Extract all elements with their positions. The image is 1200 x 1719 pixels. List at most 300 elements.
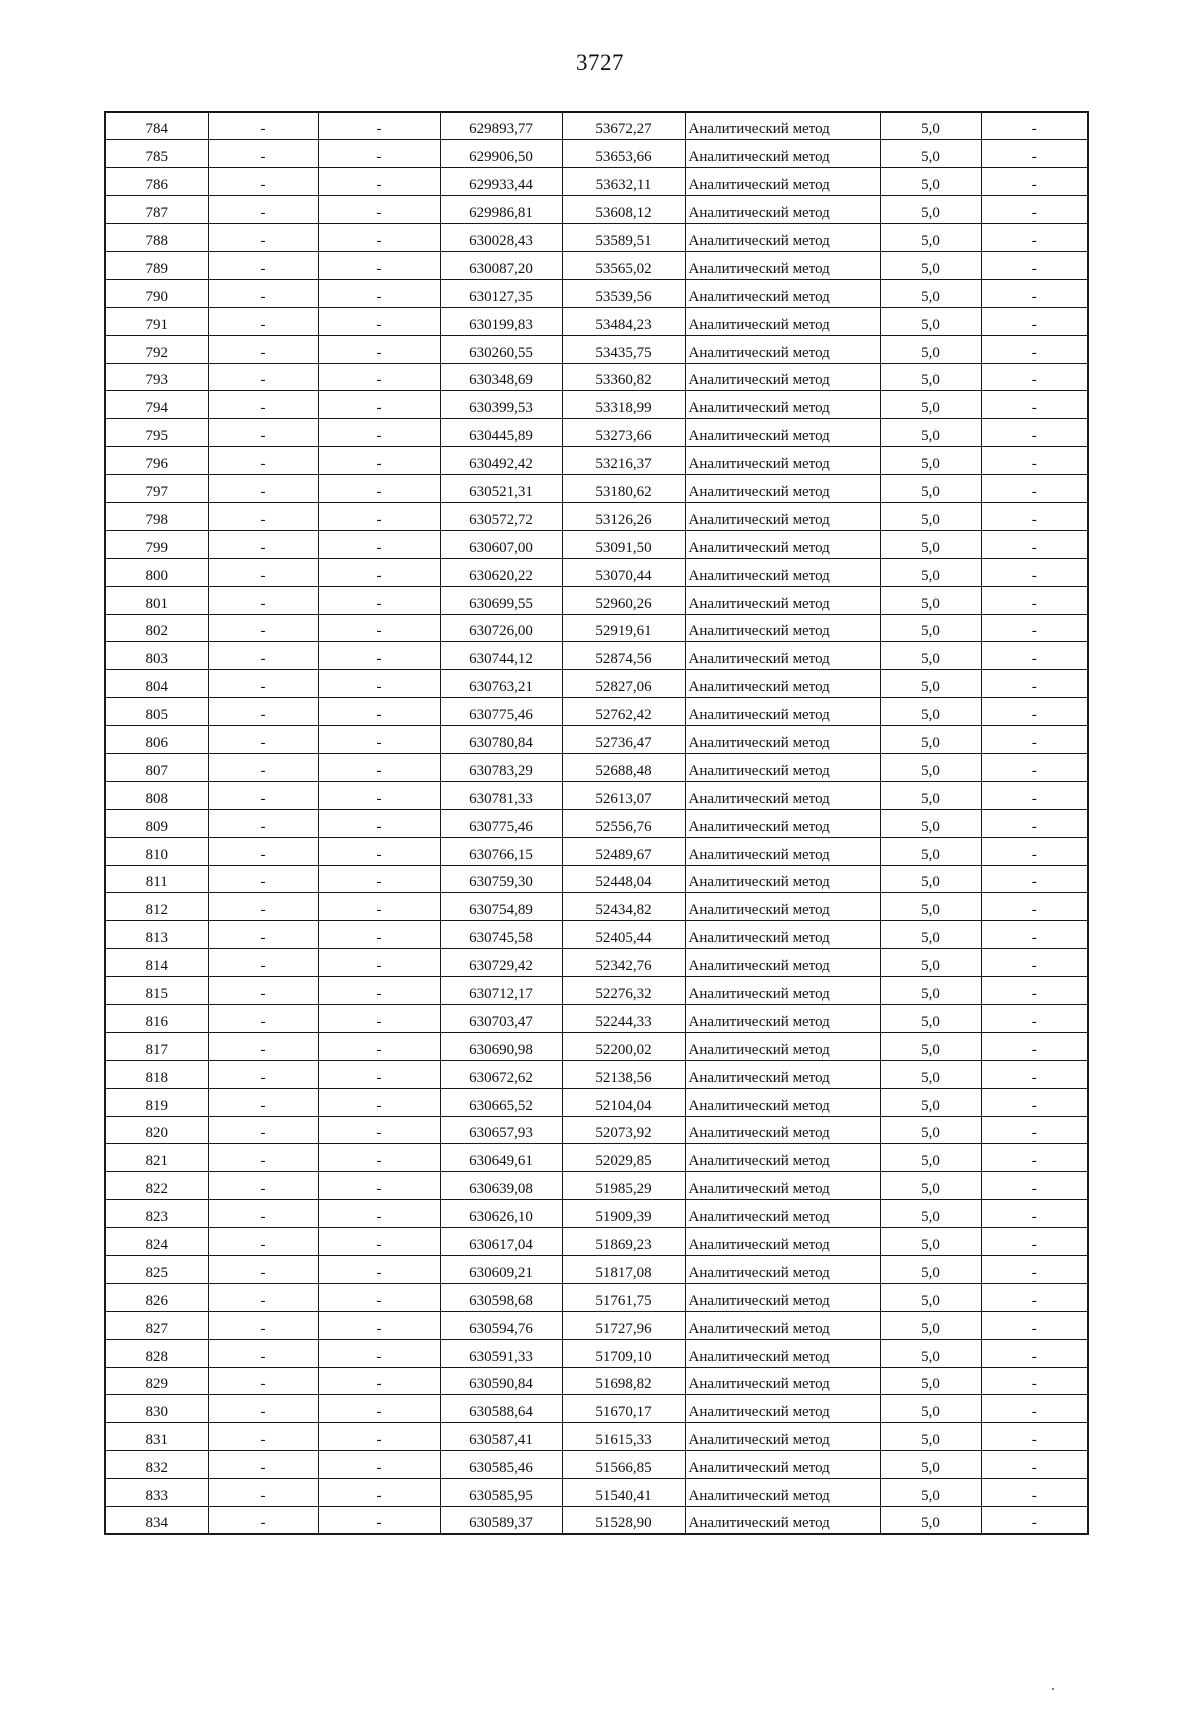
y-coordinate-cell: 52138,56 xyxy=(562,1060,685,1088)
x-coordinate-cell: 630028,43 xyxy=(440,224,562,252)
table-row xyxy=(105,530,1088,558)
point-number-cell: 801 xyxy=(105,586,208,614)
point-number-cell: 814 xyxy=(105,949,208,977)
method-cell: Аналитический метод xyxy=(685,112,880,140)
method-cell: Аналитический метод xyxy=(685,1507,880,1535)
col8-cell: - xyxy=(981,502,1088,530)
x-coordinate-cell: 629906,50 xyxy=(440,140,562,168)
table-row xyxy=(105,753,1088,781)
accuracy-cell: 5,0 xyxy=(880,1367,981,1395)
accuracy-cell: 5,0 xyxy=(880,1311,981,1339)
y-coordinate-cell: 52556,76 xyxy=(562,809,685,837)
y-coordinate-cell: 53589,51 xyxy=(562,224,685,252)
x-coordinate-cell: 630620,22 xyxy=(440,558,562,586)
col2-cell: - xyxy=(208,140,318,168)
method-cell: Аналитический метод xyxy=(685,809,880,837)
col3-cell: - xyxy=(318,1005,440,1033)
x-coordinate-cell: 630492,42 xyxy=(440,447,562,475)
method-cell: Аналитический метод xyxy=(685,1088,880,1116)
col2-cell: - xyxy=(208,307,318,335)
point-number-cell: 834 xyxy=(105,1507,208,1535)
col3-cell: - xyxy=(318,949,440,977)
point-number-cell: 804 xyxy=(105,670,208,698)
table-row xyxy=(105,1479,1088,1507)
point-number-cell: 816 xyxy=(105,1005,208,1033)
accuracy-cell: 5,0 xyxy=(880,949,981,977)
method-cell: Аналитический метод xyxy=(685,698,880,726)
x-coordinate-cell: 630726,00 xyxy=(440,614,562,642)
x-coordinate-cell: 630585,46 xyxy=(440,1451,562,1479)
y-coordinate-cell: 52405,44 xyxy=(562,921,685,949)
x-coordinate-cell: 630127,35 xyxy=(440,279,562,307)
col3-cell: - xyxy=(318,335,440,363)
y-coordinate-cell: 51566,85 xyxy=(562,1451,685,1479)
col3-cell: - xyxy=(318,1423,440,1451)
x-coordinate-cell: 630639,08 xyxy=(440,1172,562,1200)
method-cell: Аналитический метод xyxy=(685,921,880,949)
col8-cell: - xyxy=(981,921,1088,949)
table-row xyxy=(105,1032,1088,1060)
y-coordinate-cell: 51540,41 xyxy=(562,1479,685,1507)
x-coordinate-cell: 630588,64 xyxy=(440,1395,562,1423)
point-number-cell: 808 xyxy=(105,781,208,809)
x-coordinate-cell: 630521,31 xyxy=(440,475,562,503)
point-number-cell: 796 xyxy=(105,447,208,475)
table-row xyxy=(105,251,1088,279)
x-coordinate-cell: 630399,53 xyxy=(440,391,562,419)
x-coordinate-cell: 630759,30 xyxy=(440,865,562,893)
method-cell: Аналитический метод xyxy=(685,1172,880,1200)
y-coordinate-cell: 51869,23 xyxy=(562,1228,685,1256)
col2-cell: - xyxy=(208,251,318,279)
col8-cell: - xyxy=(981,781,1088,809)
col3-cell: - xyxy=(318,977,440,1005)
accuracy-cell: 5,0 xyxy=(880,168,981,196)
col8-cell: - xyxy=(981,698,1088,726)
table-row xyxy=(105,447,1088,475)
col8-cell: - xyxy=(981,837,1088,865)
x-coordinate-cell: 630587,41 xyxy=(440,1423,562,1451)
point-number-cell: 798 xyxy=(105,502,208,530)
accuracy-cell: 5,0 xyxy=(880,224,981,252)
accuracy-cell: 5,0 xyxy=(880,1395,981,1423)
col3-cell: - xyxy=(318,447,440,475)
col2-cell: - xyxy=(208,949,318,977)
point-number-cell: 820 xyxy=(105,1116,208,1144)
x-coordinate-cell: 630781,33 xyxy=(440,781,562,809)
col2-cell: - xyxy=(208,781,318,809)
x-coordinate-cell: 630783,29 xyxy=(440,753,562,781)
y-coordinate-cell: 51709,10 xyxy=(562,1339,685,1367)
y-coordinate-cell: 53608,12 xyxy=(562,196,685,224)
x-coordinate-cell: 630745,58 xyxy=(440,921,562,949)
accuracy-cell: 5,0 xyxy=(880,753,981,781)
col8-cell: - xyxy=(981,335,1088,363)
table-row xyxy=(105,893,1088,921)
col3-cell: - xyxy=(318,558,440,586)
x-coordinate-cell: 630590,84 xyxy=(440,1367,562,1395)
x-coordinate-cell: 629893,77 xyxy=(440,112,562,140)
point-number-cell: 819 xyxy=(105,1088,208,1116)
col2-cell: - xyxy=(208,1200,318,1228)
y-coordinate-cell: 51761,75 xyxy=(562,1283,685,1311)
accuracy-cell: 5,0 xyxy=(880,1339,981,1367)
col3-cell: - xyxy=(318,168,440,196)
point-number-cell: 807 xyxy=(105,753,208,781)
col3-cell: - xyxy=(318,1367,440,1395)
col8-cell: - xyxy=(981,1311,1088,1339)
table-row xyxy=(105,865,1088,893)
accuracy-cell: 5,0 xyxy=(880,391,981,419)
accuracy-cell: 5,0 xyxy=(880,447,981,475)
method-cell: Аналитический метод xyxy=(685,475,880,503)
point-number-cell: 794 xyxy=(105,391,208,419)
x-coordinate-cell: 630744,12 xyxy=(440,642,562,670)
x-coordinate-cell: 630589,37 xyxy=(440,1507,562,1535)
col3-cell: - xyxy=(318,1228,440,1256)
table-row xyxy=(105,502,1088,530)
x-coordinate-cell: 630598,68 xyxy=(440,1283,562,1311)
method-cell: Аналитический метод xyxy=(685,558,880,586)
table-row xyxy=(105,1367,1088,1395)
col8-cell: - xyxy=(981,279,1088,307)
accuracy-cell: 5,0 xyxy=(880,837,981,865)
col2-cell: - xyxy=(208,1228,318,1256)
col8-cell: - xyxy=(981,1088,1088,1116)
point-number-cell: 790 xyxy=(105,279,208,307)
col2-cell: - xyxy=(208,335,318,363)
method-cell: Аналитический метод xyxy=(685,586,880,614)
col3-cell: - xyxy=(318,307,440,335)
y-coordinate-cell: 51528,90 xyxy=(562,1507,685,1535)
y-coordinate-cell: 53273,66 xyxy=(562,419,685,447)
scan-speck xyxy=(1052,1688,1054,1690)
y-coordinate-cell: 52613,07 xyxy=(562,781,685,809)
col2-cell: - xyxy=(208,614,318,642)
method-cell: Аналитический метод xyxy=(685,1367,880,1395)
table-row xyxy=(105,642,1088,670)
y-coordinate-cell: 51909,39 xyxy=(562,1200,685,1228)
x-coordinate-cell: 630572,72 xyxy=(440,502,562,530)
table-row xyxy=(105,1088,1088,1116)
col2-cell: - xyxy=(208,837,318,865)
col2-cell: - xyxy=(208,475,318,503)
col8-cell: - xyxy=(981,642,1088,670)
y-coordinate-cell: 53216,37 xyxy=(562,447,685,475)
x-coordinate-cell: 630649,61 xyxy=(440,1144,562,1172)
point-number-cell: 832 xyxy=(105,1451,208,1479)
col3-cell: - xyxy=(318,809,440,837)
accuracy-cell: 5,0 xyxy=(880,419,981,447)
method-cell: Аналитический метод xyxy=(685,1116,880,1144)
accuracy-cell: 5,0 xyxy=(880,977,981,1005)
accuracy-cell: 5,0 xyxy=(880,335,981,363)
y-coordinate-cell: 53632,11 xyxy=(562,168,685,196)
accuracy-cell: 5,0 xyxy=(880,558,981,586)
accuracy-cell: 5,0 xyxy=(880,502,981,530)
y-coordinate-cell: 51698,82 xyxy=(562,1367,685,1395)
table-row xyxy=(105,1144,1088,1172)
col8-cell: - xyxy=(981,726,1088,754)
x-coordinate-cell: 630657,93 xyxy=(440,1116,562,1144)
point-number-cell: 827 xyxy=(105,1311,208,1339)
x-coordinate-cell: 630665,52 xyxy=(440,1088,562,1116)
method-cell: Аналитический метод xyxy=(685,1395,880,1423)
col3-cell: - xyxy=(318,251,440,279)
point-number-cell: 809 xyxy=(105,809,208,837)
point-number-cell: 793 xyxy=(105,363,208,391)
col2-cell: - xyxy=(208,530,318,558)
col8-cell: - xyxy=(981,1060,1088,1088)
table-row xyxy=(105,614,1088,642)
y-coordinate-cell: 53070,44 xyxy=(562,558,685,586)
col3-cell: - xyxy=(318,586,440,614)
col8-cell: - xyxy=(981,1200,1088,1228)
y-coordinate-cell: 53484,23 xyxy=(562,307,685,335)
table-row xyxy=(105,670,1088,698)
method-cell: Аналитический метод xyxy=(685,224,880,252)
x-coordinate-cell: 630348,69 xyxy=(440,363,562,391)
method-cell: Аналитический метод xyxy=(685,502,880,530)
col2-cell: - xyxy=(208,224,318,252)
point-number-cell: 800 xyxy=(105,558,208,586)
table-row xyxy=(105,726,1088,754)
col3-cell: - xyxy=(318,502,440,530)
col8-cell: - xyxy=(981,670,1088,698)
col8-cell: - xyxy=(981,1395,1088,1423)
col8-cell: - xyxy=(981,530,1088,558)
table-row xyxy=(105,224,1088,252)
table-row xyxy=(105,558,1088,586)
col3-cell: - xyxy=(318,1283,440,1311)
accuracy-cell: 5,0 xyxy=(880,865,981,893)
col3-cell: - xyxy=(318,475,440,503)
col8-cell: - xyxy=(981,753,1088,781)
col2-cell: - xyxy=(208,447,318,475)
col3-cell: - xyxy=(318,1116,440,1144)
table-row xyxy=(105,698,1088,726)
table-row xyxy=(105,949,1088,977)
method-cell: Аналитический метод xyxy=(685,893,880,921)
accuracy-cell: 5,0 xyxy=(880,1116,981,1144)
col3-cell: - xyxy=(318,753,440,781)
col8-cell: - xyxy=(981,447,1088,475)
method-cell: Аналитический метод xyxy=(685,837,880,865)
x-coordinate-cell: 630617,04 xyxy=(440,1228,562,1256)
point-number-cell: 785 xyxy=(105,140,208,168)
x-coordinate-cell: 630626,10 xyxy=(440,1200,562,1228)
table-row xyxy=(105,1395,1088,1423)
x-coordinate-cell: 630775,46 xyxy=(440,698,562,726)
col3-cell: - xyxy=(318,1060,440,1088)
method-cell: Аналитический метод xyxy=(685,140,880,168)
col3-cell: - xyxy=(318,1479,440,1507)
accuracy-cell: 5,0 xyxy=(880,698,981,726)
y-coordinate-cell: 53435,75 xyxy=(562,335,685,363)
x-coordinate-cell: 630703,47 xyxy=(440,1005,562,1033)
accuracy-cell: 5,0 xyxy=(880,363,981,391)
x-coordinate-cell: 630699,55 xyxy=(440,586,562,614)
col3-cell: - xyxy=(318,893,440,921)
point-number-cell: 830 xyxy=(105,1395,208,1423)
point-number-cell: 805 xyxy=(105,698,208,726)
accuracy-cell: 5,0 xyxy=(880,279,981,307)
method-cell: Аналитический метод xyxy=(685,1144,880,1172)
accuracy-cell: 5,0 xyxy=(880,1005,981,1033)
col3-cell: - xyxy=(318,196,440,224)
col3-cell: - xyxy=(318,1395,440,1423)
col8-cell: - xyxy=(981,307,1088,335)
col3-cell: - xyxy=(318,363,440,391)
table-row xyxy=(105,475,1088,503)
method-cell: Аналитический метод xyxy=(685,196,880,224)
col8-cell: - xyxy=(981,1116,1088,1144)
table-row xyxy=(105,335,1088,363)
table-row xyxy=(105,809,1088,837)
col2-cell: - xyxy=(208,1060,318,1088)
accuracy-cell: 5,0 xyxy=(880,809,981,837)
point-number-cell: 831 xyxy=(105,1423,208,1451)
table-row xyxy=(105,1005,1088,1033)
y-coordinate-cell: 52736,47 xyxy=(562,726,685,754)
col3-cell: - xyxy=(318,1172,440,1200)
method-cell: Аналитический метод xyxy=(685,1228,880,1256)
point-number-cell: 810 xyxy=(105,837,208,865)
col8-cell: - xyxy=(981,251,1088,279)
col8-cell: - xyxy=(981,949,1088,977)
accuracy-cell: 5,0 xyxy=(880,1283,981,1311)
table-row xyxy=(105,391,1088,419)
y-coordinate-cell: 53360,82 xyxy=(562,363,685,391)
accuracy-cell: 5,0 xyxy=(880,781,981,809)
method-cell: Аналитический метод xyxy=(685,753,880,781)
col2-cell: - xyxy=(208,1032,318,1060)
accuracy-cell: 5,0 xyxy=(880,586,981,614)
x-coordinate-cell: 630690,98 xyxy=(440,1032,562,1060)
x-coordinate-cell: 630594,76 xyxy=(440,1311,562,1339)
col3-cell: - xyxy=(318,530,440,558)
col3-cell: - xyxy=(318,112,440,140)
y-coordinate-cell: 51670,17 xyxy=(562,1395,685,1423)
method-cell: Аналитический метод xyxy=(685,447,880,475)
point-number-cell: 784 xyxy=(105,112,208,140)
table-row xyxy=(105,586,1088,614)
accuracy-cell: 5,0 xyxy=(880,726,981,754)
point-number-cell: 824 xyxy=(105,1228,208,1256)
col2-cell: - xyxy=(208,753,318,781)
table-row xyxy=(105,1116,1088,1144)
col2-cell: - xyxy=(208,1451,318,1479)
y-coordinate-cell: 52200,02 xyxy=(562,1032,685,1060)
col3-cell: - xyxy=(318,837,440,865)
col3-cell: - xyxy=(318,1256,440,1284)
method-cell: Аналитический метод xyxy=(685,1339,880,1367)
x-coordinate-cell: 630766,15 xyxy=(440,837,562,865)
accuracy-cell: 5,0 xyxy=(880,1423,981,1451)
col8-cell: - xyxy=(981,1005,1088,1033)
col8-cell: - xyxy=(981,614,1088,642)
col8-cell: - xyxy=(981,224,1088,252)
y-coordinate-cell: 52104,04 xyxy=(562,1088,685,1116)
method-cell: Аналитический метод xyxy=(685,977,880,1005)
point-number-cell: 815 xyxy=(105,977,208,1005)
accuracy-cell: 5,0 xyxy=(880,1032,981,1060)
col3-cell: - xyxy=(318,1032,440,1060)
y-coordinate-cell: 52489,67 xyxy=(562,837,685,865)
y-coordinate-cell: 52434,82 xyxy=(562,893,685,921)
col2-cell: - xyxy=(208,1479,318,1507)
table-row xyxy=(105,1060,1088,1088)
col8-cell: - xyxy=(981,112,1088,140)
point-number-cell: 826 xyxy=(105,1283,208,1311)
col2-cell: - xyxy=(208,1116,318,1144)
table-row xyxy=(105,140,1088,168)
col3-cell: - xyxy=(318,670,440,698)
col3-cell: - xyxy=(318,921,440,949)
accuracy-cell: 5,0 xyxy=(880,140,981,168)
col3-cell: - xyxy=(318,865,440,893)
point-number-cell: 825 xyxy=(105,1256,208,1284)
accuracy-cell: 5,0 xyxy=(880,1228,981,1256)
x-coordinate-cell: 630780,84 xyxy=(440,726,562,754)
method-cell: Аналитический метод xyxy=(685,1032,880,1060)
x-coordinate-cell: 630763,21 xyxy=(440,670,562,698)
table-row xyxy=(105,1507,1088,1535)
col2-cell: - xyxy=(208,363,318,391)
method-cell: Аналитический метод xyxy=(685,1060,880,1088)
method-cell: Аналитический метод xyxy=(685,670,880,698)
col2-cell: - xyxy=(208,1311,318,1339)
col3-cell: - xyxy=(318,279,440,307)
point-number-cell: 813 xyxy=(105,921,208,949)
col2-cell: - xyxy=(208,196,318,224)
col8-cell: - xyxy=(981,1507,1088,1535)
y-coordinate-cell: 53126,26 xyxy=(562,502,685,530)
accuracy-cell: 5,0 xyxy=(880,670,981,698)
y-coordinate-cell: 52960,26 xyxy=(562,586,685,614)
x-coordinate-cell: 630591,33 xyxy=(440,1339,562,1367)
method-cell: Аналитический метод xyxy=(685,1200,880,1228)
col8-cell: - xyxy=(981,475,1088,503)
col8-cell: - xyxy=(981,865,1088,893)
table-row xyxy=(105,168,1088,196)
x-coordinate-cell: 630199,83 xyxy=(440,307,562,335)
method-cell: Аналитический метод xyxy=(685,781,880,809)
col8-cell: - xyxy=(981,558,1088,586)
x-coordinate-cell: 630775,46 xyxy=(440,809,562,837)
method-cell: Аналитический метод xyxy=(685,335,880,363)
y-coordinate-cell: 52688,48 xyxy=(562,753,685,781)
col2-cell: - xyxy=(208,698,318,726)
col2-cell: - xyxy=(208,112,318,140)
col8-cell: - xyxy=(981,196,1088,224)
col2-cell: - xyxy=(208,893,318,921)
col2-cell: - xyxy=(208,1172,318,1200)
col2-cell: - xyxy=(208,419,318,447)
x-coordinate-cell: 630609,21 xyxy=(440,1256,562,1284)
page-number: 3727 xyxy=(576,50,624,75)
col2-cell: - xyxy=(208,1005,318,1033)
point-number-cell: 821 xyxy=(105,1144,208,1172)
y-coordinate-cell: 52448,04 xyxy=(562,865,685,893)
table-row xyxy=(105,977,1088,1005)
method-cell: Аналитический метод xyxy=(685,419,880,447)
method-cell: Аналитический метод xyxy=(685,307,880,335)
col2-cell: - xyxy=(208,809,318,837)
accuracy-cell: 5,0 xyxy=(880,196,981,224)
method-cell: Аналитический метод xyxy=(685,391,880,419)
method-cell: Аналитический метод xyxy=(685,251,880,279)
